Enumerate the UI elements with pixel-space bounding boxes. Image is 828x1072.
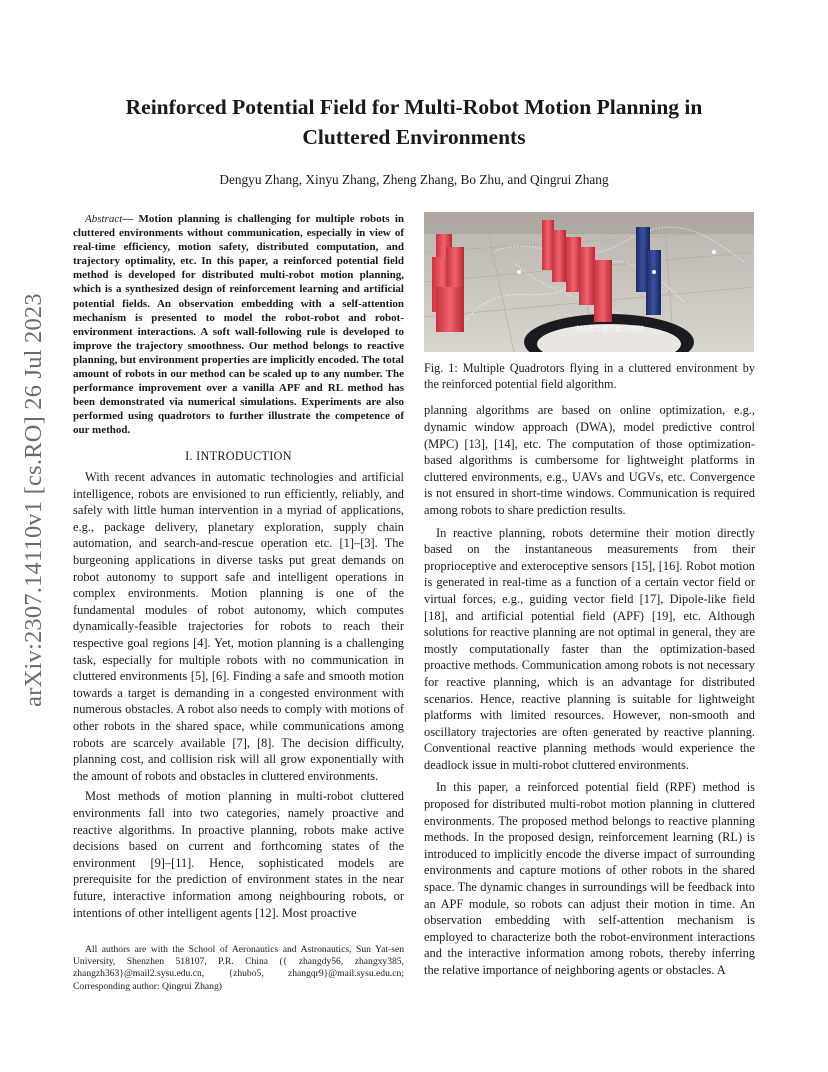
quadrotor-light <box>652 270 656 274</box>
author-affiliation-footnote: All authors are with the School of Aeronautics and Astronautics, Sun Yat-sen University, Shenzhen 518107, P.R. China ({ zhangdy56, zhangxy385, zhangzh363}@mail2.sysu.edu.cn, {zhubo5, zhangqr9}@mail.sysu.edu.cn; Corresponding author: Qingrui Zhang) <box>73 944 404 992</box>
section-heading-introduction: I. INTRODUCTION <box>185 448 292 463</box>
right-paragraph-1: planning algorithms are based on online optimization, e.g., dynamic window approach (DWA), model predictive control (MPC) [13], [14], etc. The computation of those optimization-based algorithms is cumbersome for lightweight platforms in cluttered environments, e.g., UAVs and UGVs, etc. Convergence is not ensured in short-time windows. Communication is required among robots to share prediction results. <box>424 403 755 517</box>
abstract-dash: — <box>122 213 139 225</box>
right-column-text <box>424 402 755 978</box>
arxiv-identifier: arXiv:2307.14110v1 [cs.RO] 26 Jul 2023 <box>20 293 48 707</box>
left-column <box>73 212 404 921</box>
quadrotor-light <box>517 270 521 274</box>
author-list: Dengyu Zhang, Xinyu Zhang, Zheng Zhang, Bo Zhu, and Qingrui Zhang <box>219 172 609 187</box>
abstract <box>73 212 404 438</box>
quadrotor-light <box>712 250 716 254</box>
abstract-label: Abstract <box>85 213 123 225</box>
paper-title <box>80 92 748 152</box>
figure-1-caption: Fig. 1: Multiple Quadrotors flying in a cluttered environment by the reinforced potential field algorithm. <box>424 361 755 392</box>
right-paragraph-3: In this paper, a reinforced potential field (RPF) method is proposed for distributed multi-robot motion planning in cluttered environments. The proposed method belongs to reactive planning methods. In the proposed design, reinforcement learning (RL) is introduced to implicitly encode the diverse impact of surrounding environments and capture motions of other robots in the shared space. The dynamic changes in surroundings will be feedback into an APF module, so robots can adjust their motion in time. An observation embedding with self-attention mechanism is employed to characterize both the robot-environment interactions and the interactive information among robots, thereby inferring the relative importance of neighboring agents or obstacles. A <box>424 780 755 977</box>
left-paragraph-1: With recent advances in automatic technologies and artificial intelligence, robots are envisioned to run efficiently, reliably, and safely with little human intervention in a myriad of applications, e.g., package delivery, planetary exploration, supply chain automation, and search-and-rescue operation etc. [1]–[3]. The burgeoning applications in diverse tasks put great demands on robot autonomy to support safe and intelligent operations in complex environments. Motion planning is one of the fundamental modules of robot autonomy, which computes dynamically-feasible trajectories for robots to reach their respective goal regions [4]. Yet, motion planning is a challenging task, especially for multiple robots with no communication in cluttered environments [5], [6]. Finding a safe and smooth motion towards a target is demanding in a congested environment with numerous obstacles. A robot also needs to comply with motions of other robots in the shared space, while communications among robots are scarcely available [7], [8]. The decision difficulty, planning cost, and collision risk will all grow exponentially with the amount of robots and obstacles in cluttered environments. <box>73 470 404 783</box>
left-paragraph-2: Most methods of motion planning in multi-robot cluttered environments fall into two categories, namely proactive and reactive algorithms. In proactive planning, robots make active decisions based on current and forthcoming states of the environment [9]–[11]. Hence, sophisticated models are prerequisite for the prediction of environment states in the near future, interactive information among neighbouring robots, or intentions of other intelligent agents [12]. Most proactive <box>73 789 404 920</box>
quadrotor-scene-illustration <box>424 212 754 352</box>
title-line-1: Reinforced Potential Field for Multi-Robot Motion Planning in <box>125 95 703 119</box>
arxiv-sidebar-stamp <box>14 215 54 785</box>
right-paragraph-2: In reactive planning, robots determine their motion directly based on the instantaneous measurements from their proprioceptive and exteroceptive sensors [15], [16]. Robot motion is generated in real-time as a function of a certain vector field or virtual forces, e.g., guiding vector field [17], Dipole-like field [18], and artificial potential field (APF) [19], etc. Although solutions for reactive planning are not optimal in general, they are mostly computationally faster than the optimization-based proactive methods. Communication among robots is not necessary for reactive planning, which is an advantage for distributed scenarios. Hence, reactive planning is suitable for lightweight platforms with limited resources. However, non-smooth and oscillatory trajectories are often generated by reactive planning. Conventional reactive planning methods would experience the deadlock issue in multi-robot cluttered environments. <box>424 525 755 772</box>
back-wall <box>424 212 754 234</box>
abstract-text: Motion planning is challenging for multiple robots in cluttered environments without communication, especially in view of real-time efficiency, motion safety, distributed computation, and trajectory optimality, etc. In this paper, a reinforced potential field method is developed for distributed multi-robot motion planning, which is a synthesized design of reinforcement learning and artificial potential fields. An observation embedding with a self-attention mechanism is presented to model the robot-robot and robot-environment interactions. A soft wall-following rule is developed to improve the trajectory smoothness. Our method belongs to reactive planning, but environment properties are implicitly encoded. The total amount of robots in our method can be scaled up to any number. The performance improvement over a vanilla APF and RL method has been demonstrated via numerical simulations. Experiments are also performed using quadrotors to further illustrate the competence of our method. <box>73 213 405 437</box>
title-line-2: Cluttered Environments <box>302 125 526 149</box>
pad-logo-text: 中山大学航空航天学院 <box>574 325 644 333</box>
figure-quadrotors-photo <box>424 212 754 352</box>
red-obstacle-group-left <box>432 234 464 332</box>
right-column <box>424 212 755 979</box>
